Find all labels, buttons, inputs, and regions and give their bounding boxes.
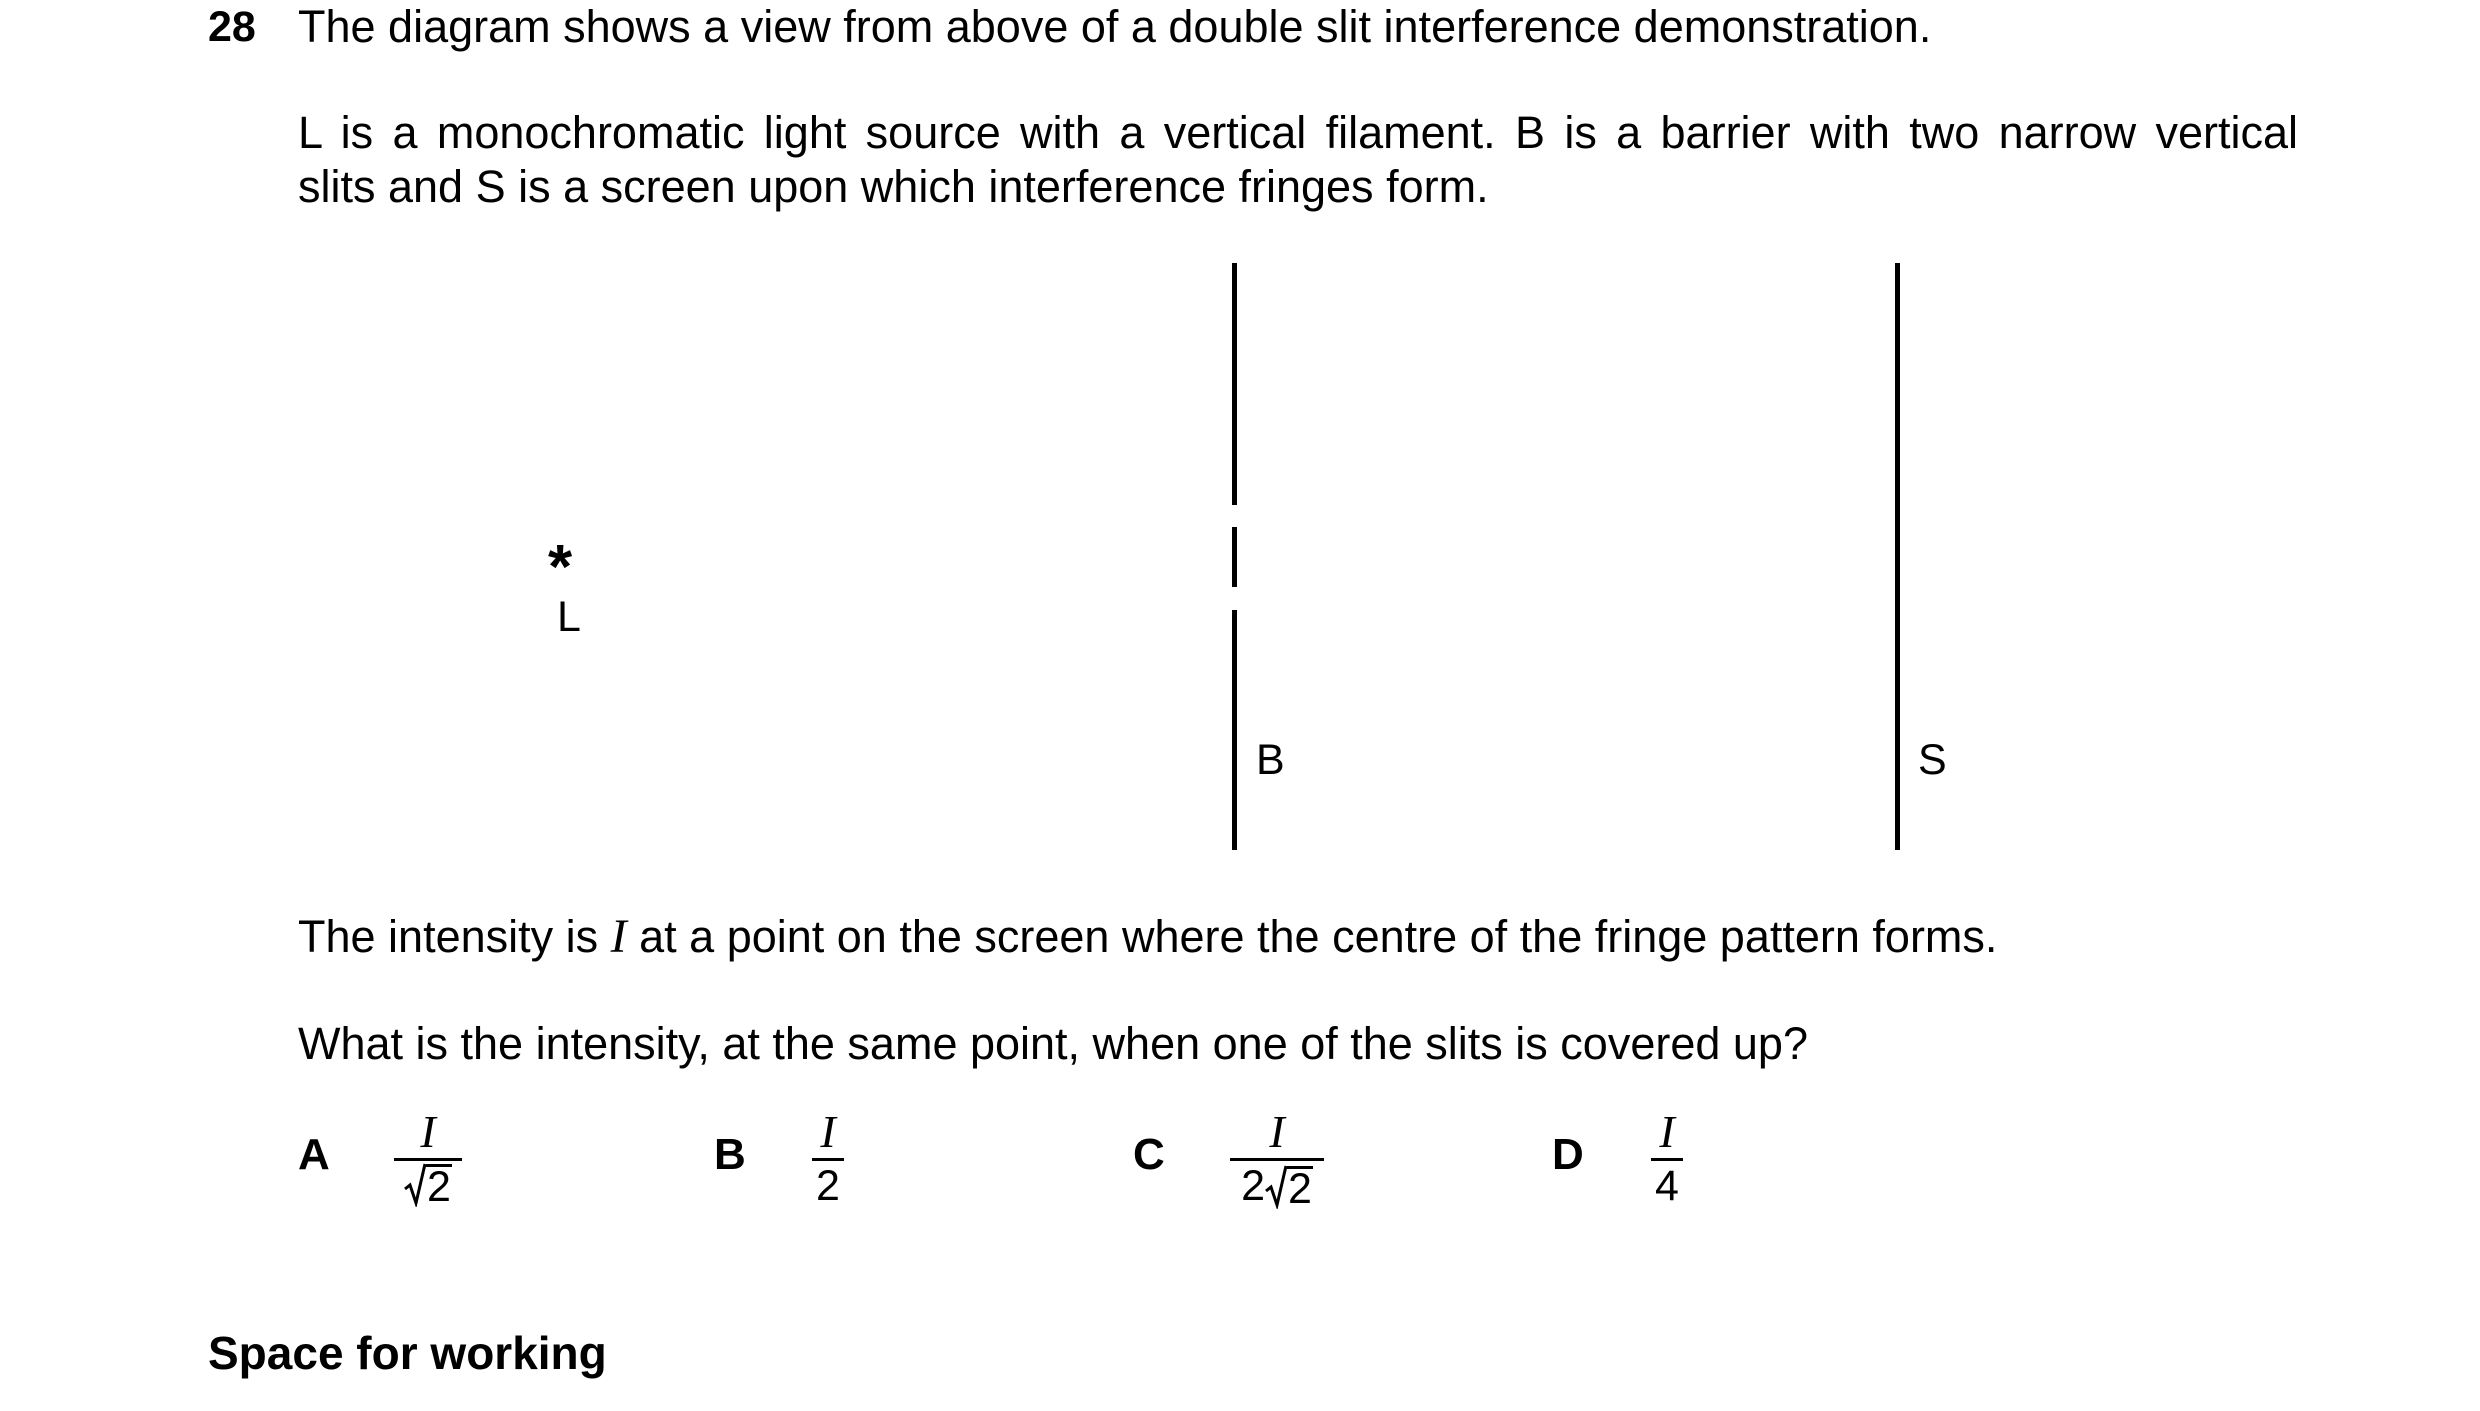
intensity-text-after: at a point on the screen where the centre of the fringe pattern forms. <box>626 911 1998 962</box>
option-c-fraction-bar <box>1230 1158 1324 1161</box>
option-a-fraction-bar <box>394 1158 462 1161</box>
option-c-radicand: 2 <box>1288 1165 1312 1213</box>
option-c-sqrt <box>1265 1165 1313 1213</box>
question-number: 28 <box>208 3 256 51</box>
intensity-statement <box>298 910 1997 964</box>
option-c-fraction[interactable] <box>1230 1106 1324 1213</box>
intensity-symbol: I <box>610 910 627 963</box>
option-d-fraction[interactable] <box>1651 1106 1683 1210</box>
question-prompt: What is the intensity, at the same point, when one of the slits is covered up? <box>298 1018 1808 1069</box>
sqrt-icon <box>1265 1165 1287 1209</box>
barrier-lower-segment <box>1232 610 1237 850</box>
working-space-heading: Space for working <box>208 1327 607 1379</box>
barrier-upper-segment <box>1232 263 1237 505</box>
intensity-text-before: The intensity is <box>298 911 611 962</box>
screen-line <box>1895 263 1900 850</box>
option-c-numerator: I <box>1269 1106 1285 1157</box>
barrier-label: B <box>1256 736 1285 784</box>
light-source-label: L <box>557 593 581 641</box>
option-c-letter[interactable]: C <box>1133 1130 1165 1179</box>
option-a-radicand: 2 <box>427 1163 451 1211</box>
option-b-numerator: I <box>820 1106 836 1157</box>
option-b-fraction[interactable] <box>812 1106 844 1210</box>
question-intro: The diagram shows a view from above of a double slit interference demonstration. <box>298 1 1932 52</box>
option-b-letter[interactable]: B <box>714 1130 746 1179</box>
sqrt-icon <box>404 1163 426 1207</box>
option-a-letter[interactable]: A <box>298 1130 330 1179</box>
option-d-denominator: 4 <box>1655 1162 1679 1210</box>
option-a-fraction[interactable] <box>394 1106 462 1211</box>
description-line-1: L is a monochromatic light source with a vertical filament. B is a barrier with two narrow vertical <box>298 107 2298 158</box>
option-a-denominator <box>404 1163 452 1211</box>
option-c-coefficient: 2 <box>1241 1162 1265 1210</box>
option-a-sqrt <box>404 1163 452 1211</box>
option-a-numerator: I <box>420 1106 436 1157</box>
description-line-2: slits and S is a screen upon which interference fringes form. <box>298 161 1489 212</box>
light-source-icon: * <box>548 533 573 602</box>
option-b-fraction-bar <box>812 1158 844 1161</box>
option-d-fraction-bar <box>1651 1158 1683 1161</box>
option-b-denominator: 2 <box>816 1162 840 1210</box>
barrier-middle-segment <box>1232 527 1237 587</box>
screen-label: S <box>1918 736 1947 784</box>
option-d-letter[interactable]: D <box>1552 1130 1584 1179</box>
option-d-numerator: I <box>1659 1106 1675 1157</box>
option-c-denominator <box>1241 1162 1313 1213</box>
